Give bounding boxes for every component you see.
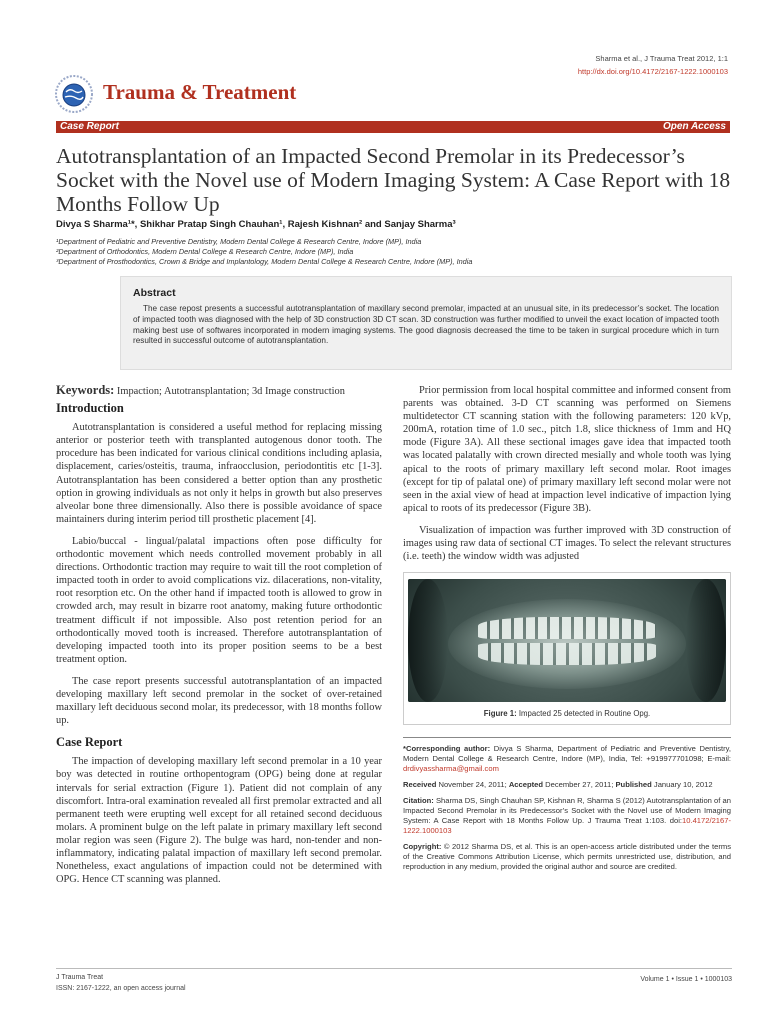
- journal-title: Trauma & Treatment: [103, 80, 297, 104]
- doi-link[interactable]: http://dx.doi.org/10.4172/2167-1222.1000103: [577, 67, 728, 76]
- footer-issn: ISSN: 2167-1222, an open access journal: [56, 985, 186, 992]
- correspondence-block: [403, 737, 731, 872]
- received-label: Received: [403, 780, 437, 790]
- citation: [403, 796, 731, 836]
- figure-1: [403, 572, 731, 725]
- abstract-text: The case repost presents a successful autotransplantation of maxillary second premolar, impacted at an unusual site, in its predecessor’s socket. The location of impacted tooth was diagnosed with the help of 3D construction 3D CT scan. 3D construction was further modified to unveil the exact location of impacted tooth making best use of softwares incorporated in modern imaging systems. The good diagnosis decreased the time to be taken in surgical procedure which in turn resulted in successful outcome of autotransplantation.: [133, 304, 719, 346]
- copyright-text: © 2012 Sharma DS, et al. This is an open-access article distributed under the terms of the Creative Commons Attribution License, which permits unrestricted use, distribution, and reproduction in any medium, provided the original author and source are credited.: [403, 842, 731, 872]
- right-column: [403, 384, 731, 878]
- paragraph: Visualization of impaction was further improved with 3D construction of images using raw data of sectional CT images. To select the relevant structures (i.e. teeth) the window width was adjusted: [403, 524, 731, 563]
- keywords-text: Impaction; Autotransplantation; 3d Image construction: [114, 386, 345, 397]
- corresponding-author: [403, 744, 731, 774]
- abstract-box: [120, 276, 732, 370]
- figure-caption: [408, 707, 726, 720]
- section-heading-case-report: Case Report: [56, 735, 123, 750]
- section-heading-introduction: Introduction: [56, 401, 124, 416]
- section-label: Case Report: [60, 121, 119, 132]
- affiliation: ¹Department of Pediatric and Preventive Dentistry, Modern Dental College & Research Centre, Indore (MP), India: [56, 237, 422, 246]
- copyright-label: Copyright:: [403, 842, 442, 852]
- copyright: [403, 842, 731, 872]
- citation-text: Sharma DS, Singh Chauhan SP, Kishnan R, Sharma S (2012) Autotransplantation of an Impacted Second Premolar in its Predecessor’s Socket with the Novel use of Modern Imaging System: A Case Report with 18 Months Follow Up. J Trauma Treat 1:103. doi:: [403, 796, 731, 826]
- article-title: Autotransplantation of an Impacted Second Premolar in its Predecessor’s Socket with the Novel use of Modern Imaging System: A Case Report with 18 Months Follow Up: [56, 144, 731, 216]
- left-column: [56, 384, 382, 895]
- journal-logo-icon: [54, 74, 94, 114]
- citation-label: Citation:: [403, 796, 434, 806]
- keywords: [56, 384, 382, 398]
- published-label: Published: [615, 780, 652, 790]
- paragraph: Labio/buccal - lingual/palatal impactions often pose difficulty for orthodontic movement which needs controlled movement probably in all directions. Orthodontic traction may require to wait till the root completion of impacted tooth in order to avoid complications viz. dilacerations, non-vitality, root resorption etc. On the other hand if impacted tooth is allowed to grow in crowded arch, may result in bizarre root anatomy, making future orthodontic treatment difficult if not impossible. Also post retention period for an orthodontically moved tooth is increased. Therefore autotransplantation of developing impacted tooth into its proper position seems to be a best treatment option.: [56, 535, 382, 665]
- paragraph: The case report presents successful autotransplantation of an impacted developing maxillary left second premolar in the socket of over-retained maxillary left deciduous second molar, its predecessor, with 18 months follow up.: [56, 675, 382, 727]
- page-footer: [56, 968, 732, 994]
- accepted-label: Accepted: [508, 780, 544, 790]
- footer-journal: J Trauma Treat: [56, 974, 104, 981]
- panoramic-xray-image: [408, 579, 726, 702]
- paragraph: Autotransplantation is considered a useful method for replacing missing anterior or posterior teeth with transplanted autogenous donor tooth. The procedure has been indicated for various clinical conditions including aplasia, displacement, caries/osteitis, trauma, infraocclusion, periodontitis etc [1-3]. Autotransplantation has been considered a better option than any prosthetic option in growing individuals as not only it helps in growth but also preserves alveolar bone three dimensionally. Also there is possible avoidance of space maintainers during interim period till prosthetic placement [4].: [56, 422, 382, 525]
- paragraph: The impaction of developing maxillary left second premolar in a 10 year boy was detected in routine orthopentogram (OPG) being done at regular intervals for serial extraction (Figure 1). Patient did not complain of any discomfort. Intra-oral examination revealed all first premolar extracted and all permanent teeth were erupting well except for all retained second deciduous molars. A prominent bulge on the left palate in primary maxillary left second molar region was seen (Figure 2). The bulge was hard, non-tender and non-inflammatory, indicating palatal impaction of maxillary left second premolar. Nonetheless, exact angulations of impaction could not be determined with OPG. Hence CT scanning was planned.: [56, 756, 382, 886]
- citation-line: Sharma et al., J Trauma Treat 2012, 1:1: [595, 54, 728, 63]
- email-link[interactable]: drdivyassharma@gmail.com: [403, 764, 499, 774]
- open-access-label: Open Access: [663, 121, 726, 132]
- abstract-heading: Abstract: [133, 287, 176, 299]
- figure-caption-text: Impacted 25 detected in Routine Opg.: [516, 709, 651, 719]
- footer-divider: [56, 968, 732, 969]
- received-date: November 24, 2011;: [436, 780, 509, 790]
- footer-volume: Volume 1 • Issue 1 • 1000103: [640, 976, 732, 983]
- affiliation: ³Department of Prosthodontics, Crown & Bridge and Implantology, Modern Dental College & Research Centre, Indore (MP), India: [56, 257, 473, 266]
- citation-doi-link[interactable]: 10.4172/2167-1222.1000103: [403, 816, 731, 836]
- header-citation: [578, 52, 728, 78]
- paragraph: Prior permission from local hospital committee and informed consent from parents was obtained. 3-D CT scanning was performed on Siemens multidetector CT scanning station with the following parameters: 120 kVp, 200mA, rotation time of 1.0 sec., pitch 1.8, slice thickness of 1mm and HQ mode (Figure 3A). All these sectional images gave idea that impacted tooth was located palatally with crown directed mesially and whole tooth was lying apical to the roots of primary maxillary left second molar. Root images (except for tip of palatal one) of primary maxillary left second molar were not seen in the axial view of head at impaction level indicative of impaction lying apical to roots of its predecessor (Figure 3B).: [403, 385, 731, 514]
- keywords-label: Keywords:: [56, 383, 115, 397]
- affiliation: ²Department of Orthodontics, Modern Dental College & Research Centre, Indore (MP), India: [56, 247, 354, 256]
- accepted-date: December 27, 2011;: [543, 780, 616, 790]
- section-bar: [56, 121, 730, 133]
- dates: [403, 780, 731, 790]
- affiliations: [56, 237, 472, 267]
- figure-label: Figure 1:: [483, 709, 517, 719]
- corr-text: Divya S Sharma, Department of Pediatric and Preventive Dentistry, Modern Dental College & Research Centre, Indore (MP), India, Tel: +919977701098; E-mail:: [403, 744, 731, 764]
- authors: Divya S Sharma¹*, Shikhar Pratap Singh Chauhan¹, Rajesh Kishnan² and Sanjay Sharma³: [56, 219, 456, 230]
- published-date: January 10, 2012: [651, 780, 713, 790]
- corr-label: *Corresponding author:: [403, 744, 491, 754]
